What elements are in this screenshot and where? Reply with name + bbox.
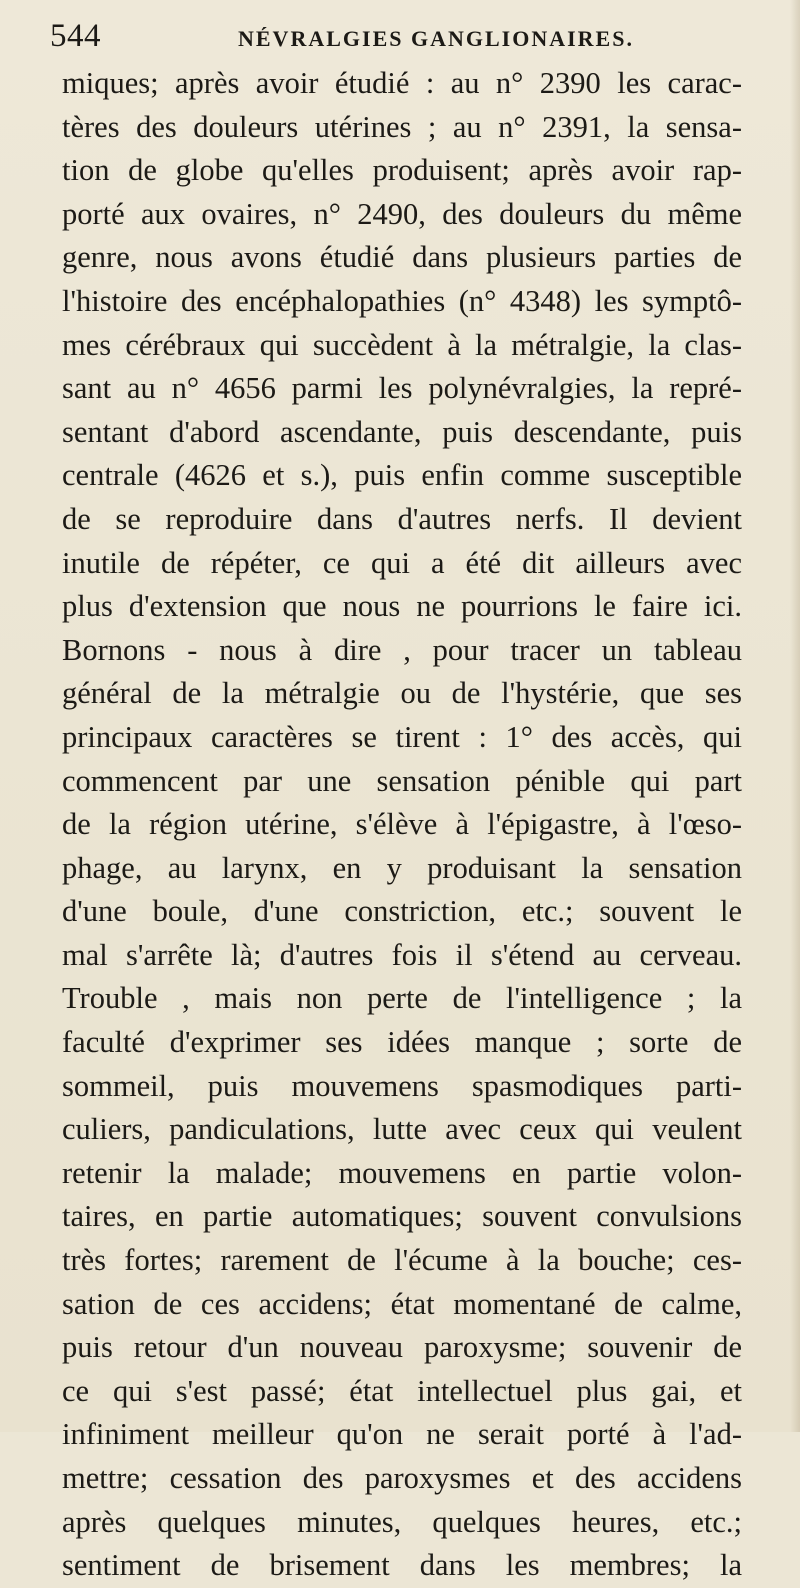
text-line: principaux caractères se tirent : 1° des accès, qui	[62, 719, 742, 754]
text-line: mettre; cessation des paroxysmes et des accidens	[62, 1461, 742, 1495]
text-line: taires, en partie automatiques; souvent convulsions	[62, 1199, 742, 1234]
body-text	[62, 62, 742, 1588]
text-line: centrale (4626 et s.), puis enfin comme susceptible	[62, 458, 742, 493]
text-line: ce qui s'est passé; état intellectuel plus gai, et	[62, 1373, 742, 1408]
text-line: après quelques minutes, quelques heures, etc.;	[62, 1504, 742, 1539]
text-line: l'histoire des encéphalopathies (n° 4348) les symptô-	[62, 283, 742, 318]
text-line: sation de ces accidens; état momentané de calme,	[62, 1286, 742, 1321]
running-head: NÉVRALGIES GANGLIONAIRES.	[238, 26, 634, 51]
text-line: sant au n° 4656 parmi les polynévralgies, la repré-	[62, 371, 742, 406]
text-line: mes cérébraux qui succèdent à la métralgie, la clas-	[62, 327, 742, 362]
text-line: de se reproduire dans d'autres nerfs. Il devient	[62, 501, 742, 536]
text-line: sentant d'abord ascendante, puis descendante, puis	[62, 414, 742, 449]
text-line: tion de globe qu'elles produisent; après avoir rap-	[62, 153, 742, 188]
text-line: de la région utérine, s'élève à l'épigastre, à l'œso-	[62, 807, 742, 842]
text-line: plus d'extension que nous ne pourrions le faire ici.	[62, 589, 742, 624]
text-line: Trouble , mais non perte de l'intelligence ; la	[62, 981, 742, 1016]
text-line: puis retour d'un nouveau paroxysme; souvenir de	[62, 1330, 742, 1365]
text-line: faculté d'exprimer ses idées manque ; sorte de	[62, 1025, 742, 1060]
page-edge-shadow	[790, 0, 800, 1432]
text-line: commencent par une sensation pénible qui part	[62, 763, 742, 798]
text-line: très fortes; rarement de l'écume à la bouche; ces-	[62, 1243, 742, 1278]
text-line: retenir la malade; mouvemens en partie volon-	[62, 1155, 742, 1190]
page-header	[50, 14, 750, 58]
text-line: miques; après avoir étudié : au n° 2390 les carac-	[62, 66, 742, 100]
text-line: mal s'arrête là; d'autres fois il s'étend au cerveau.	[62, 937, 742, 972]
page-number: 544	[50, 18, 101, 54]
text-line: infiniment meilleur qu'on ne serait porté à l'ad-	[62, 1417, 742, 1452]
text-line: tères des douleurs utérines ; au n° 2391, la sensa-	[62, 109, 742, 144]
text-line: culiers, pandiculations, lutte avec ceux qui veulent	[62, 1112, 742, 1147]
text-line: Bornons - nous à dire , pour tracer un tableau	[62, 632, 742, 667]
text-line: sommeil, puis mouvemens spasmodiques parti-	[62, 1068, 742, 1103]
text-line: inutile de répéter, ce qui a été dit ailleurs avec	[62, 545, 742, 580]
text-line: général de la métralgie ou de l'hystérie, que ses	[62, 676, 742, 711]
text-line: porté aux ovaires, n° 2490, des douleurs du même	[62, 196, 742, 231]
text-line: phage, au larynx, en y produisant la sensation	[62, 850, 742, 885]
text-line: d'une boule, d'une constriction, etc.; souvent le	[62, 894, 742, 929]
text-line: genre, nous avons étudié dans plusieurs parties de	[62, 240, 742, 275]
text-line: sentiment de brisement dans les membres; la	[62, 1548, 742, 1583]
